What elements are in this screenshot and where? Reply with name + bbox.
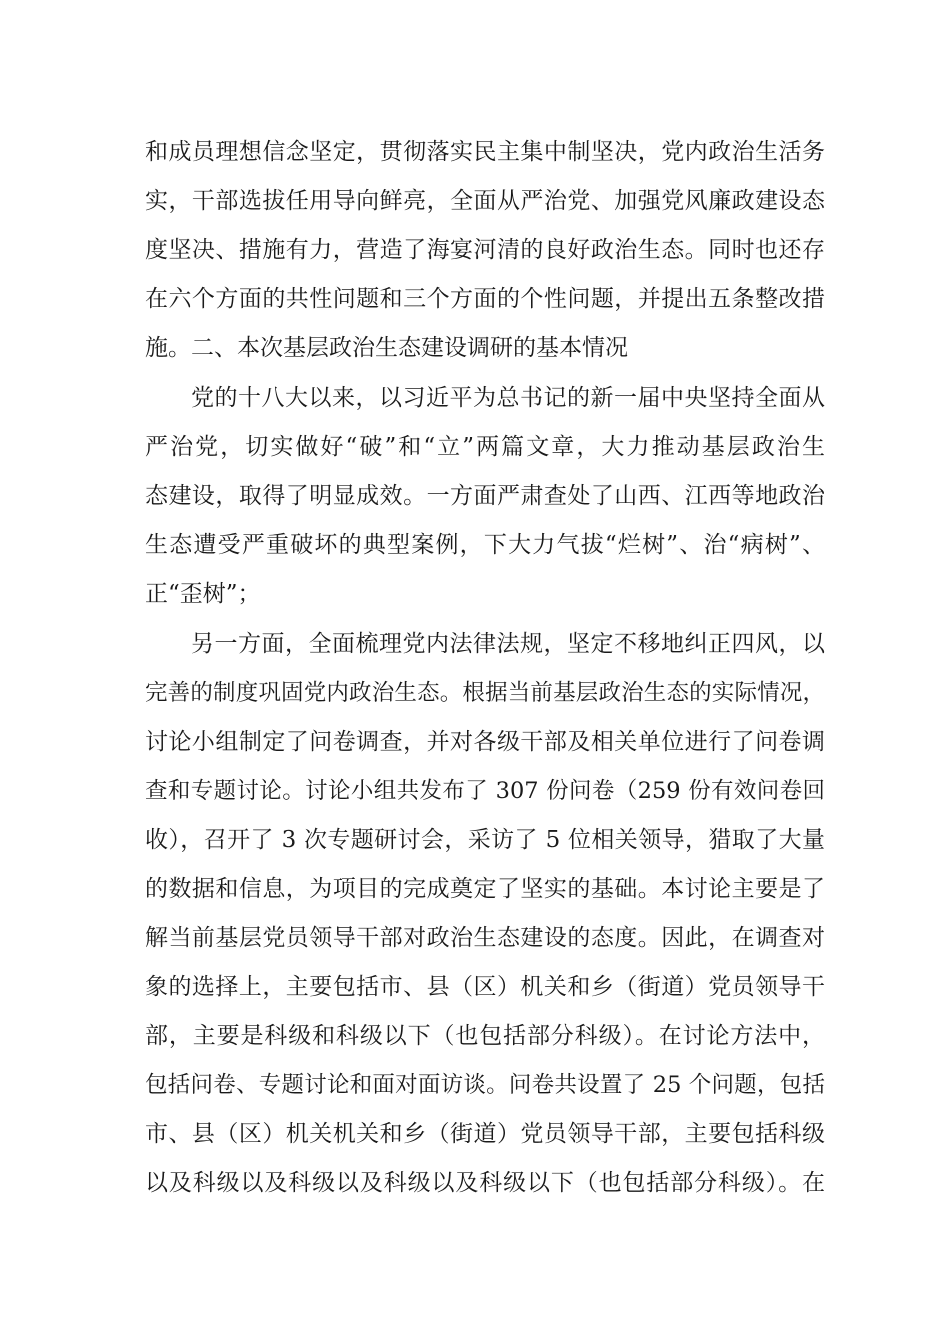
paragraph-line-1: 和成员理想信念坚定，贯彻落实民主集中制坚决，党内政治生活务 xyxy=(145,139,825,165)
paragraph-line-9: 生态遭受严重破坏的典型案例，下大力气拔“烂树”、治“病树”、 xyxy=(145,532,825,558)
paragraph-line-17: 解当前基层党员领导干部对政治生态建设的态度。因此，在调查对 xyxy=(145,925,825,951)
paragraph-line-14: 查和专题讨论。讨论小组共发布了 307 份问卷（259 份有效问卷回 xyxy=(145,778,825,804)
paragraph-line-18: 象的选择上，主要包括市、县（区）机关和乡（街道）党员领导干 xyxy=(145,974,825,1000)
paragraph-line-5: 施。二、本次基层政治生态建设调研的基本情况 xyxy=(145,335,628,361)
paragraph-line-2: 实，干部选拔任用导向鲜亮，全面从严治党、加强党风廉政建设态 xyxy=(145,188,825,214)
paragraph-line-22: 以及科级以及科级以及科级以及科级以下（也包括部分科级）。在 xyxy=(145,1170,825,1196)
paragraph-line-6: 党的十八大以来，以习近平为总书记的新一届中央坚持全面从 xyxy=(191,385,825,411)
paragraph-line-4: 在六个方面的共性问题和三个方面的个性问题，并提出五条整改措 xyxy=(145,286,825,312)
paragraph-line-3: 度坚决、措施有力，营造了海宴河清的良好政治生态。同时也还存 xyxy=(145,237,825,263)
paragraph-line-8: 态建设，取得了明显成效。一方面严肃查处了山西、江西等地政治 xyxy=(145,483,825,509)
paragraph-line-21: 市、县（区）机关机关和乡（街道）党员领导干部，主要包括科级 xyxy=(145,1121,825,1147)
paragraph-line-15: 收），召开了 3 次专题研讨会，采访了 5 位相关领导，猎取了大量 xyxy=(145,827,825,853)
paragraph-line-11: 另一方面，全面梳理党内法律法规，坚定不移地纠正四风，以 xyxy=(191,631,825,657)
paragraph-line-12: 完善的制度巩固党内政治生态。根据当前基层政治生态的实际情况， xyxy=(145,680,825,706)
paragraph-line-13: 讨论小组制定了问卷调查，并对各级干部及相关单位进行了问卷调 xyxy=(145,729,825,755)
paragraph-line-10: 正“歪树”； xyxy=(145,581,261,607)
paragraph-line-20: 包括问卷、专题讨论和面对面访谈。问卷共设置了 25 个问题，包括 xyxy=(145,1072,825,1098)
paragraph-line-19: 部，主要是科级和科级以下（也包括部分科级）。在讨论方法中， xyxy=(145,1023,825,1049)
paragraph-line-16: 的数据和信息，为项目的完成奠定了坚实的基础。本讨论主要是了 xyxy=(145,876,825,902)
paragraph-line-7: 严治党，切实做好“破”和“立”两篇文章，大力推动基层政治生 xyxy=(145,434,825,460)
